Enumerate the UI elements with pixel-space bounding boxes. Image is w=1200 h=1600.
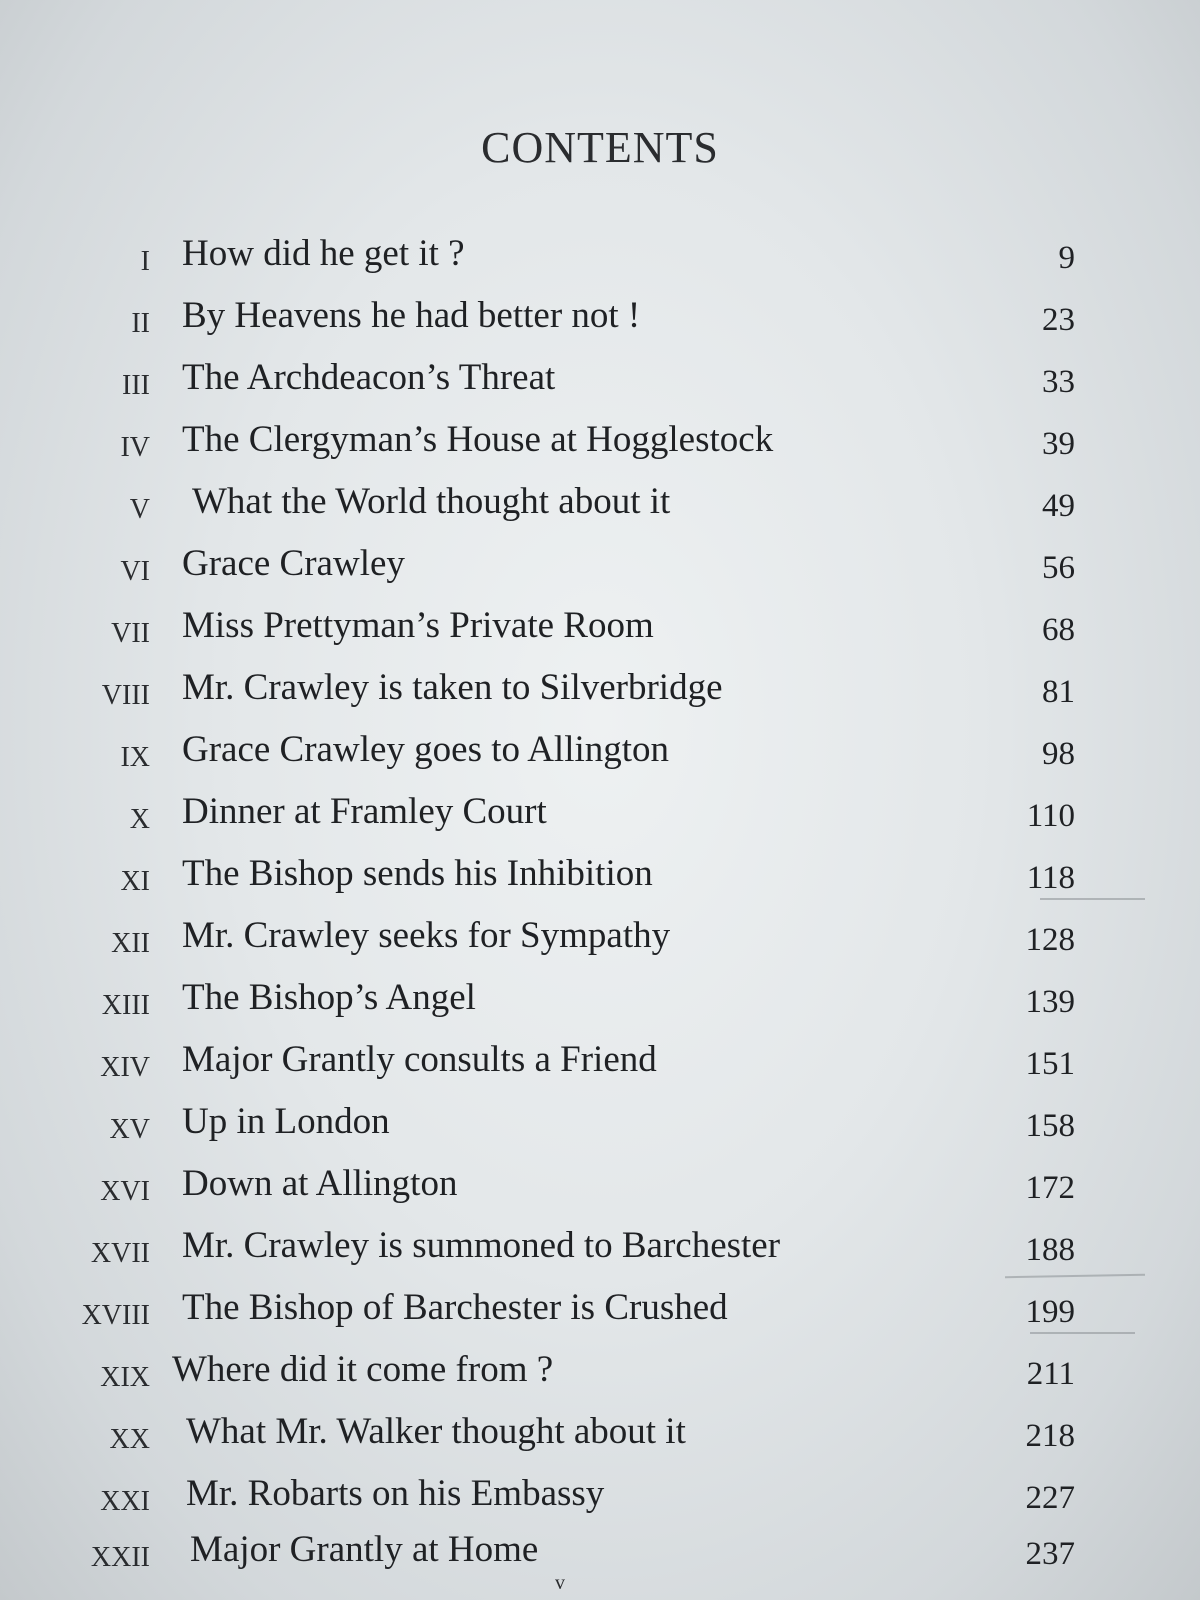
chapter-number: XV: [109, 1114, 150, 1145]
toc-entry: [0, 728, 1200, 778]
chapter-title: How did he get it ?: [182, 233, 465, 274]
chapter-title: What the World thought about it: [192, 481, 671, 522]
chapter-page: 218: [1025, 1418, 1075, 1454]
chapter-title: What Mr. Walker thought about it: [186, 1411, 686, 1452]
page-folio: v: [555, 1572, 565, 1594]
chapter-number: XI: [120, 866, 150, 897]
chapter-title: Dinner at Framley Court: [182, 791, 547, 832]
toc-entry: [0, 1472, 1200, 1522]
toc-entry: [0, 480, 1200, 530]
chapter-page: 81: [1042, 674, 1075, 710]
chapter-number: VI: [120, 556, 150, 587]
chapter-title: Up in London: [182, 1101, 390, 1142]
chapter-number: XIX: [100, 1362, 150, 1393]
chapter-page: 23: [1042, 302, 1075, 338]
chapter-page: 110: [1026, 798, 1075, 834]
chapter-page: 188: [1025, 1232, 1075, 1268]
toc-entry: [0, 1224, 1200, 1274]
chapter-page: 237: [1025, 1536, 1075, 1572]
chapter-number: XXI: [100, 1486, 150, 1517]
chapter-title: Major Grantly consults a Friend: [182, 1039, 657, 1080]
chapter-title: Miss Prettyman’s Private Room: [182, 605, 654, 646]
chapter-number: X: [129, 804, 150, 835]
toc-entry: [0, 1410, 1200, 1460]
toc-entry: [0, 356, 1200, 406]
chapter-title: Where did it come from ?: [172, 1349, 554, 1390]
chapter-number: IV: [120, 432, 150, 463]
chapter-number: VIII: [101, 680, 150, 711]
chapter-page: 56: [1042, 550, 1075, 586]
chapter-title: By Heavens he had better not !: [182, 295, 641, 336]
chapter-title: Mr. Crawley seeks for Sympathy: [182, 915, 671, 956]
chapter-number: III: [122, 370, 150, 401]
chapter-title: The Clergyman’s House at Hogglestock: [182, 419, 774, 460]
chapter-title: Major Grantly at Home: [190, 1529, 539, 1570]
chapter-number: XII: [111, 928, 150, 959]
chapter-page: 158: [1025, 1108, 1075, 1144]
chapter-page: 33: [1042, 364, 1075, 400]
toc-entry: [0, 976, 1200, 1026]
toc-entry: [0, 1100, 1200, 1150]
chapter-number: II: [131, 308, 150, 339]
chapter-title: The Bishop sends his Inhibition: [182, 853, 653, 894]
chapter-page: 118: [1026, 860, 1075, 896]
chapter-number: V: [129, 494, 150, 525]
chapter-page: 98: [1042, 736, 1075, 772]
toc-entry: [0, 852, 1200, 902]
chapter-number: XX: [109, 1424, 150, 1455]
chapter-number: XVIII: [81, 1300, 150, 1331]
chapter-page: 172: [1025, 1170, 1075, 1206]
chapter-title: The Bishop of Barchester is Crushed: [182, 1287, 728, 1328]
chapter-page: 9: [1058, 240, 1075, 276]
chapter-title: Down at Allington: [182, 1163, 458, 1204]
toc-entry: [0, 604, 1200, 654]
toc-entry: [0, 294, 1200, 344]
chapter-title: The Archdeacon’s Threat: [182, 357, 556, 398]
chapter-page: 68: [1042, 612, 1075, 648]
toc-entry: [0, 232, 1200, 282]
chapter-page: 151: [1025, 1046, 1075, 1082]
toc-entry: [0, 1162, 1200, 1212]
toc-entry: [0, 1038, 1200, 1088]
chapter-title: Mr. Robarts on his Embassy: [186, 1473, 605, 1514]
chapter-title: Mr. Crawley is summoned to Barchester: [182, 1225, 781, 1266]
toc-entry: [0, 790, 1200, 840]
chapter-page: 139: [1025, 984, 1075, 1020]
chapter-page: 211: [1026, 1356, 1075, 1392]
chapter-title: Grace Crawley goes to Allington: [182, 729, 670, 770]
contents-heading: CONTENTS: [481, 123, 719, 172]
toc-entry: [0, 1286, 1200, 1336]
chapter-page: 49: [1042, 488, 1075, 524]
toc-entry: [0, 1528, 1200, 1578]
chapter-page: 227: [1025, 1480, 1075, 1516]
toc-entry: [0, 914, 1200, 964]
chapter-title: Mr. Crawley is taken to Silverbridge: [182, 667, 723, 708]
chapter-page: 199: [1025, 1294, 1075, 1330]
chapter-number: XIII: [101, 990, 150, 1021]
chapter-number: XIV: [100, 1052, 150, 1083]
chapter-number: I: [140, 246, 150, 277]
chapter-page: 39: [1042, 426, 1075, 462]
chapter-number: XVII: [90, 1238, 150, 1269]
chapter-page: 128: [1025, 922, 1075, 958]
pencil-mark: [1040, 898, 1145, 900]
toc-entry: [0, 1348, 1200, 1398]
toc-entry: [0, 542, 1200, 592]
pencil-mark: [1030, 1332, 1135, 1334]
chapter-number: XVI: [100, 1176, 150, 1207]
chapter-title: Grace Crawley: [182, 543, 405, 584]
chapter-title: The Bishop’s Angel: [182, 977, 476, 1018]
chapter-number: VII: [111, 618, 150, 649]
toc-entry: [0, 418, 1200, 468]
toc-entry: [0, 666, 1200, 716]
chapter-number: IX: [120, 742, 150, 773]
chapter-number: XXII: [90, 1542, 150, 1573]
